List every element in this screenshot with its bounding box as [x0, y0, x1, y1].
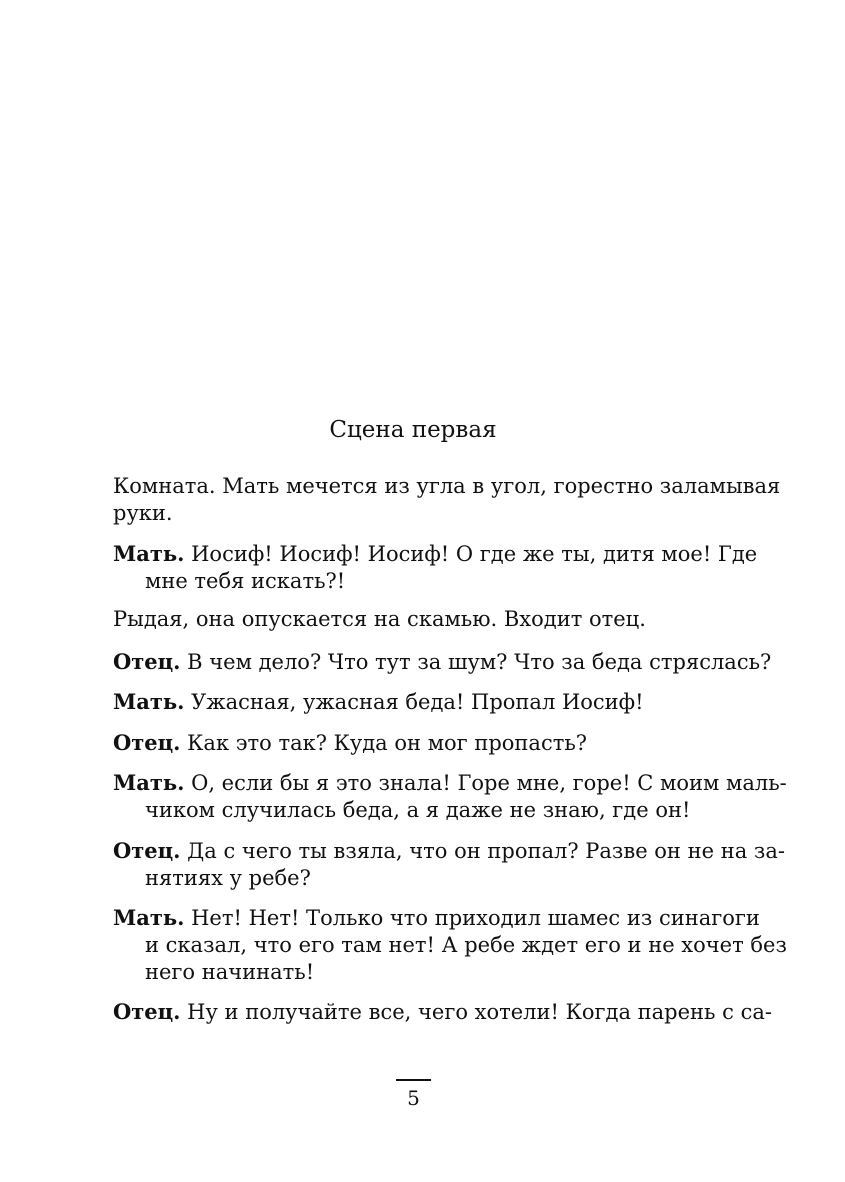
text-line: него начинать!	[145, 960, 315, 984]
speech-text: Ужасная, ужасная беда! Пропал Иосиф!	[184, 690, 644, 714]
speaker-name: Мать.	[113, 905, 185, 930]
page-number: 5	[407, 1086, 420, 1110]
scene-title: Сцена первая	[329, 417, 497, 443]
speaker-name: Отец.	[113, 838, 181, 863]
dialogue-line	[113, 688, 723, 716]
speech-text: Да с чего ты взяла, что он пропал? Разве он не на за-	[180, 839, 785, 863]
text-line: и сказал, что его там нет! А ребе ждет его и не хочет без	[145, 933, 787, 957]
speech-text: В чем дело? Что тут за шум? Что за беда стряслась?	[180, 650, 772, 674]
page-number-rule	[396, 1079, 431, 1081]
text-line: мне тебя искать?!	[145, 569, 346, 593]
speech-text: О, если бы я это знала! Горе мне, горе! С моим маль-	[184, 771, 787, 795]
stage-direction	[113, 606, 723, 633]
stage-direction	[113, 473, 781, 527]
speech-text: Как это так? Куда он мог пропасть?	[180, 731, 588, 755]
speaker-name: Отец.	[113, 730, 181, 755]
text-line: Рыдая, она опускается на скамью. Входит отец.	[113, 607, 646, 631]
speaker-name: Мать.	[113, 541, 185, 566]
text-line: Комната. Мать мечется из угла в угол, горестно заламывая	[113, 474, 781, 498]
dialogue-line	[113, 904, 787, 986]
speech-text: Иосиф! Иосиф! Иосиф! О где же ты, дитя мое! Где	[184, 542, 758, 566]
dialogue-line	[113, 540, 758, 595]
dialogue-line	[113, 729, 723, 757]
speaker-name: Отец.	[113, 649, 181, 674]
speaker-name: Мать.	[113, 770, 185, 795]
dialogue-line	[113, 769, 787, 824]
speech-text: Ну и получайте все, чего хотели! Когда парень с са-	[180, 1000, 772, 1024]
dialogue-line	[113, 837, 785, 892]
speech-text: Нет! Нет! Только что приходил шамес из синагоги	[184, 906, 760, 930]
dialogue-line	[113, 648, 772, 676]
text-line: чиком случилась беда, а я даже не знаю, где он!	[145, 798, 691, 822]
speaker-name: Отец.	[113, 999, 181, 1024]
text-line: руки.	[113, 501, 173, 525]
dialogue-line	[113, 998, 772, 1026]
speaker-name: Мать.	[113, 689, 185, 714]
text-line: нятиях у ребе?	[145, 866, 311, 890]
